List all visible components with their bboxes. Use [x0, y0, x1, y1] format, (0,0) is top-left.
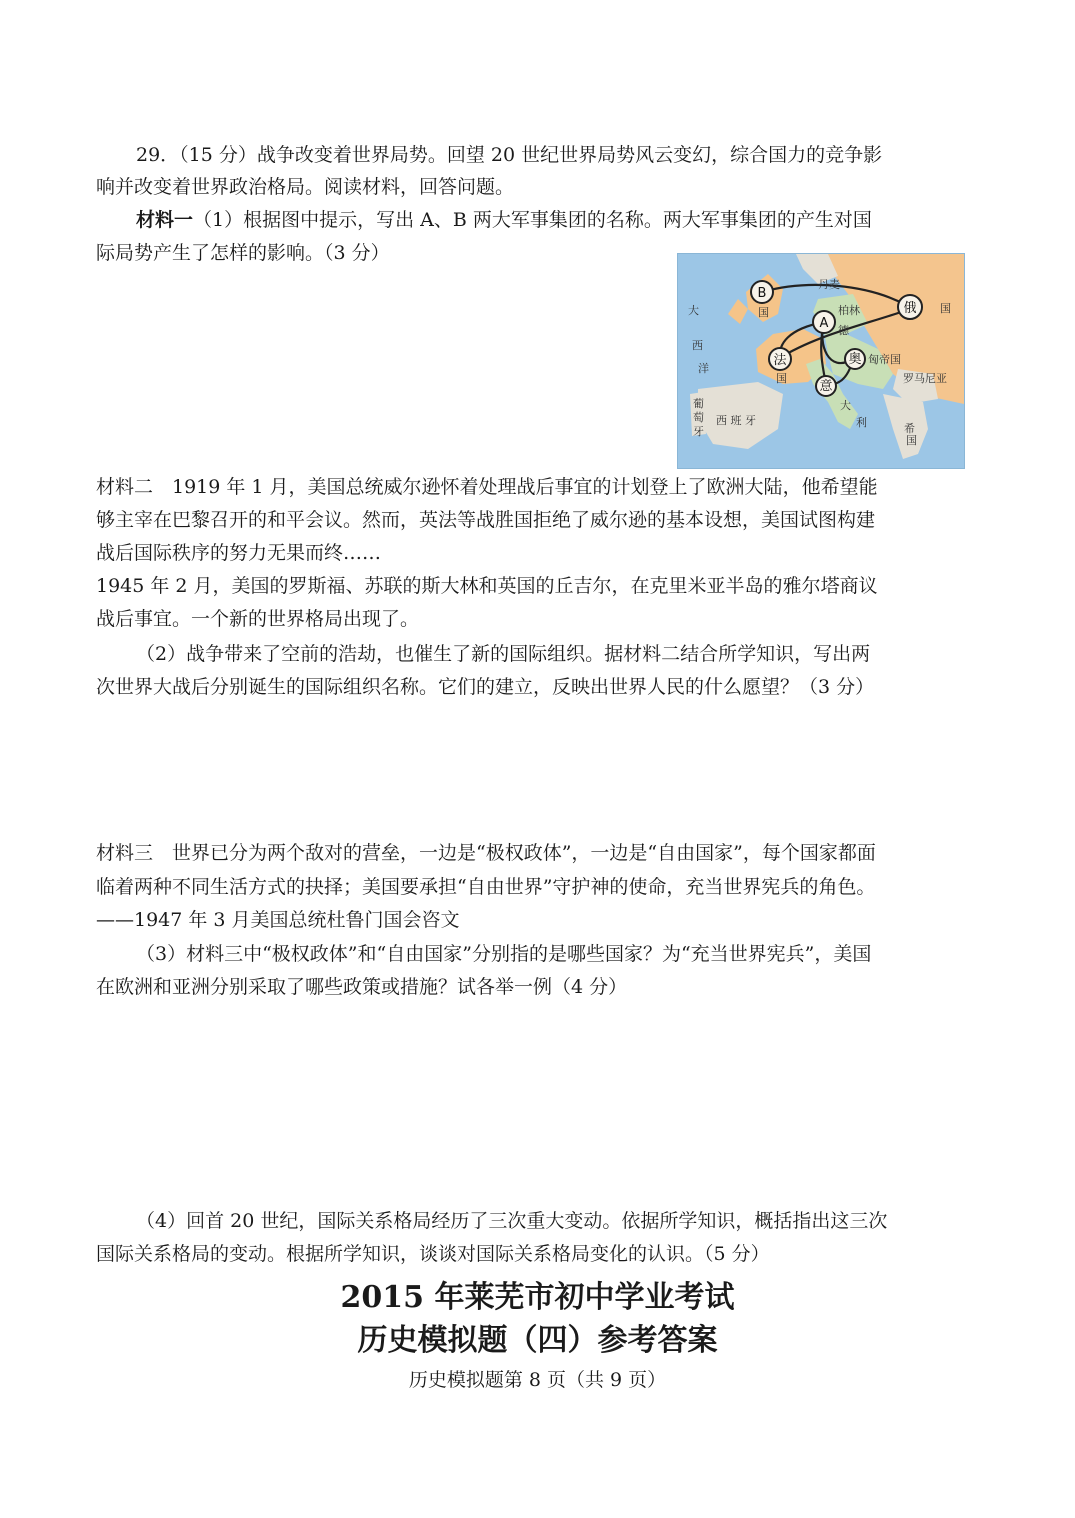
map-label-guo-uk: 国 — [758, 306, 769, 319]
answer-title-line-2: 历史模拟题（四）参考答案 — [357, 1323, 718, 1358]
material-1-label: 材料一 — [136, 209, 194, 231]
map-label-portugal-2: 萄 — [693, 411, 704, 424]
subquestion-4-line-1: （4）回首 20 世纪，国际关系格局经历了三次重大变动。依据所学知识，概括指出这三次 — [136, 1210, 888, 1232]
material-2-line-3: 战后国际秩序的努力无果而终…… — [96, 542, 382, 564]
subquestion-3-line-2: 在欧洲和亚洲分别采取了哪些政策或措施？试各举一例（4 分） — [96, 976, 628, 998]
europe-military-blocs-map — [677, 253, 965, 469]
map-label-romania: 罗马尼亚 — [903, 372, 947, 385]
intro-line-2: 响并改变着世界政治格局。阅读材料，回答问题。 — [96, 176, 515, 198]
map-label-greece: 希 — [904, 422, 915, 435]
material-1-line-1 — [136, 206, 872, 234]
map-label-portugal-1: 葡 — [693, 397, 704, 410]
france-label: 法 — [773, 353, 787, 368]
bloc-b-label: B — [757, 286, 767, 301]
map-label-guo-russia: 国 — [940, 302, 951, 315]
map-label-italy-1: 大 — [840, 399, 851, 412]
intro-line-1: 29．（15 分）战争改变着世界局势。回望 20 世纪世界局势风云变幻，综合国力的竞争影 — [136, 144, 883, 166]
answer-title-line-1: 2015 年莱芜市初中学业考试 — [340, 1280, 735, 1315]
material-2-line-1: 材料二 1919 年 1 月，美国总统威尔逊怀着处理战后事宜的计划登上了欧洲大陆，他希望能 — [96, 476, 878, 498]
map-label-greece-guo: 国 — [906, 434, 917, 447]
map-label-berlin: 柏林 — [838, 304, 860, 317]
material-1-line-2: 际局势产生了怎样的影响。（3 分） — [96, 242, 390, 264]
map-label-da: 大 — [688, 304, 699, 317]
material-3-line-2: 临着两种不同生活方式的抉择；美国要承担“自由世界”守护神的使命，充当世界宪兵的角色。 — [96, 876, 876, 898]
subquestion-2-line-1: （2）战争带来了空前的浩劫，也催生了新的国际组织。据材料二结合所学知识，写出两 — [136, 643, 871, 665]
material-2-line-5: 战后事宜。一个新的世界格局出现了。 — [96, 608, 420, 630]
map-label-yang: 洋 — [698, 362, 709, 375]
subquestion-4-line-2: 国际关系格局的变动。根据所学知识，谈谈对国际关系格局变化的认识。（5 分） — [96, 1243, 770, 1265]
austria-label: 奥 — [848, 352, 862, 367]
material-1-text: （1）根据图中提示，写出 A、B 两大军事集团的名称。两大军事集团的产生对国 — [193, 209, 872, 231]
material-3-source: ——1947 年 3 月美国总统杜鲁门国会咨文 — [96, 909, 460, 931]
map-label-austria-hungary: 匈帝国 — [868, 353, 901, 366]
map-label-xi: 西 — [692, 339, 703, 352]
material-2-line-4: 1945 年 2 月，美国的罗斯福、苏联的斯大林和英国的丘吉尔，在克里米亚半岛的雅尔塔商议 — [96, 575, 878, 597]
map-label-guo-france: 国 — [776, 372, 787, 385]
italy-label: 意 — [819, 379, 833, 394]
map-label-denmark: 丹麦 — [818, 278, 840, 291]
subquestion-3-line-1: （3）材料三中“极权政体”和“自由国家”分别指的是哪些国家？为“充当世界宪兵”，美国 — [136, 943, 872, 965]
russia-label: 俄 — [903, 301, 917, 316]
map-label-portugal-3: 牙 — [693, 425, 704, 438]
subquestion-2-line-2: 次世界大战后分别诞生的国际组织名称。它们的建立，反映出世界人民的什么愿望？（3 分） — [96, 676, 875, 698]
page-footer: 历史模拟题第 8 页（共 9 页） — [408, 1369, 667, 1391]
map-label-spain: 西 班 牙 — [716, 414, 756, 427]
bloc-a-label: A — [819, 316, 829, 331]
material-3-line-1: 材料三 世界已分为两个敌对的营垒，一边是“极权政体”，一边是“自由国家”，每个国家都面 — [96, 842, 876, 864]
map-label-italy-2: 利 — [856, 416, 867, 429]
material-2-line-2: 够主宰在巴黎召开的和平会议。然而，英法等战胜国拒绝了威尔逊的基本设想，美国试图构建 — [96, 509, 876, 531]
map-label-de: 德 — [838, 324, 849, 337]
